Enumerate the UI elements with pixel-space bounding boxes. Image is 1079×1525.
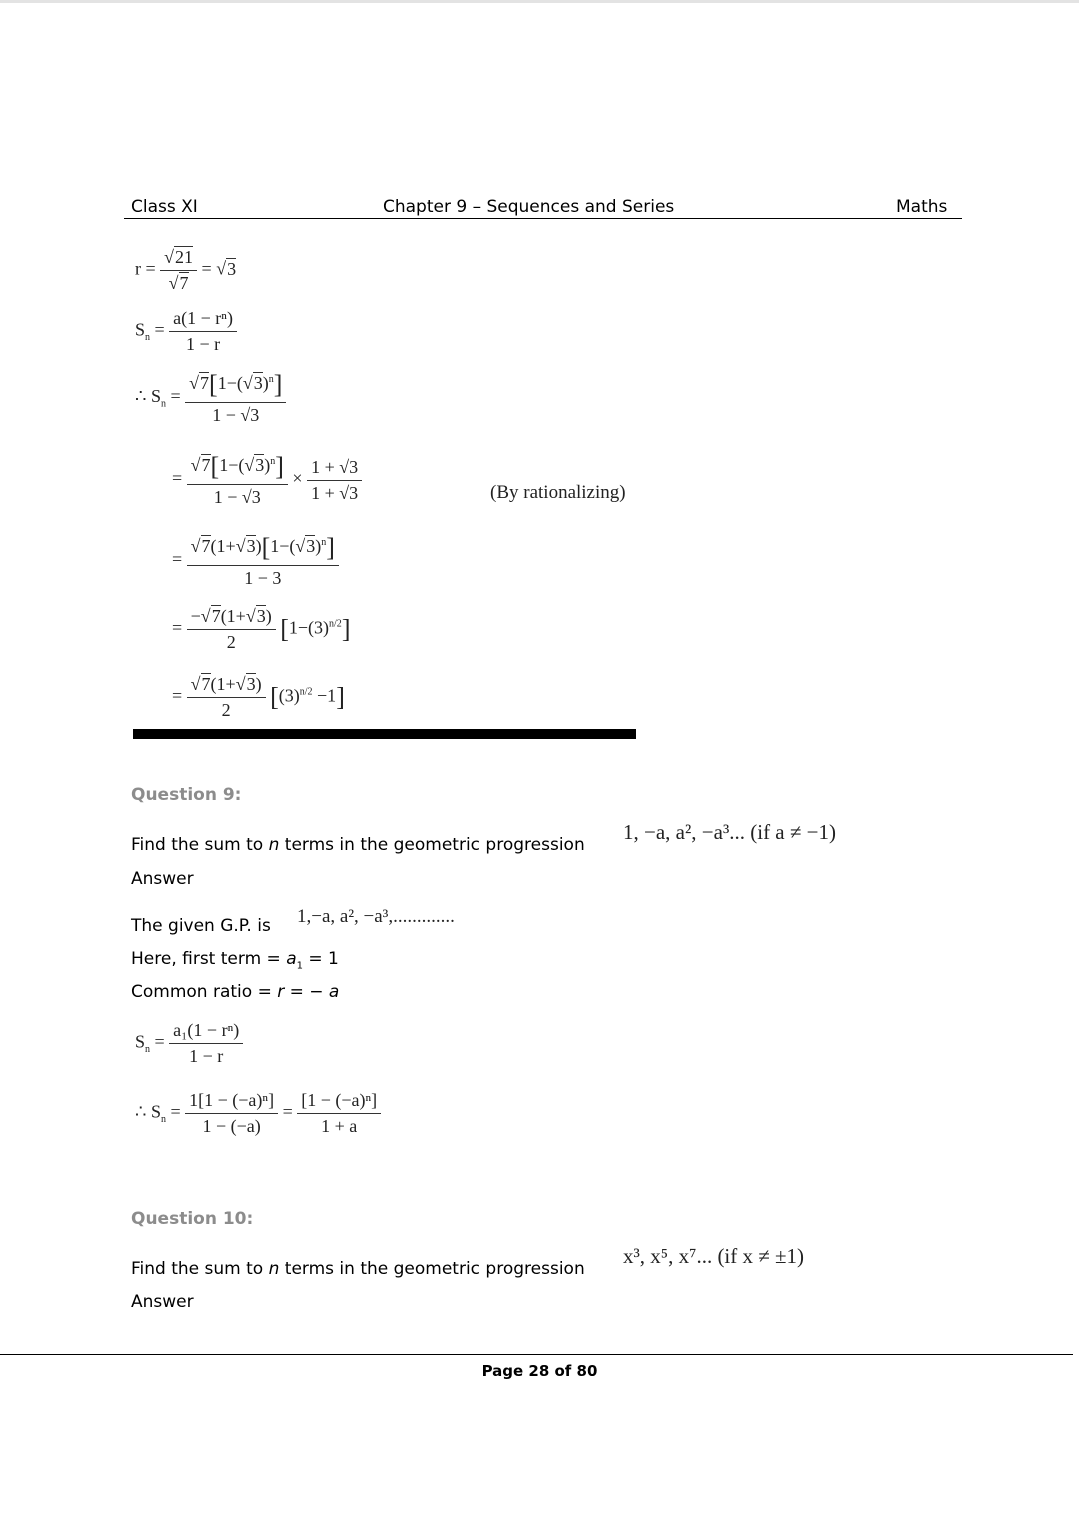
header-class: Class XI (131, 197, 198, 217)
header-subject: Maths (896, 197, 948, 217)
page-number: Page 28 of 80 (481, 1362, 598, 1380)
rationalize-note: (By rationalizing) (490, 482, 626, 503)
question-10-heading: Question 10: (131, 1209, 254, 1229)
equation-step5-clipped: = $\frac{√7(1+√3)}{2}$ $[(3)^{n/2} -1]$ (172, 674, 345, 720)
page-cut-bar (133, 729, 636, 739)
given-gp-sequence: 1,−a, a², −a³,............. (297, 906, 455, 927)
question-10-answer-label: Answer (131, 1292, 194, 1312)
q9-sn-result: ∴ $S_n$ = $\frac{\text{1[1 − (−a)ⁿ]}}{1 - (-a)}$ = $\frac{\text{[1 − (−a)ⁿ]}}{1 + a}$ (135, 1090, 381, 1137)
equation-r: r = $\frac{√21}{√7}$ = √3 (135, 247, 237, 293)
equation-sn-substituted: ∴ $S_n$ = $\frac{√7[1-(√3)^n]}{1 - √3}$ (135, 370, 286, 426)
q9-sn-formula: $S_n$ = $\frac{\text{a₁(1 − rⁿ)}}{1 - r}$ (135, 1020, 243, 1067)
question-9-answer-label: Answer (131, 869, 194, 889)
top-border (0, 0, 1079, 3)
question-9-prompt: Find the sum to n terms in the geometric progression (131, 835, 585, 855)
question-10-prompt: Find the sum to n terms in the geometric progression (131, 1259, 585, 1279)
question-9-progression: 1, −a, a², −a³... (if a ≠ −1) (623, 820, 836, 844)
equation-sn-formula: $S_n$ = $\frac{\text{a(1 − rⁿ)}}{1 - r}$ (135, 308, 237, 355)
question-9-heading: Question 9: (131, 785, 242, 805)
equation-step3: = $\frac{√7(1+√3)[1-(√3)^n]}{1 - 3}$ (172, 533, 339, 589)
common-ratio-line: Common ratio = r = − a (131, 982, 340, 1002)
equation-rationalize: = $\frac{√7[1-(√3)^n]}{1 - √3}$ × $\frac{1 + √3}{1 + √3}$ (172, 452, 362, 508)
header-chapter-title: Chapter 9 – Sequences and Series (383, 197, 675, 217)
header-rule (124, 218, 962, 219)
given-gp-text: The given G.P. is (131, 916, 271, 936)
equation-step4: = $\frac{-√7(1+√3)}{2}$ $[1-(3)^{n/2}]$ (172, 606, 351, 652)
footer-rule (0, 1354, 1073, 1355)
first-term-line: Here, first term = $a_1 = 1$ (131, 949, 339, 972)
question-10-progression: x³, x⁵, x⁷... (if x ≠ ±1) (623, 1244, 805, 1268)
